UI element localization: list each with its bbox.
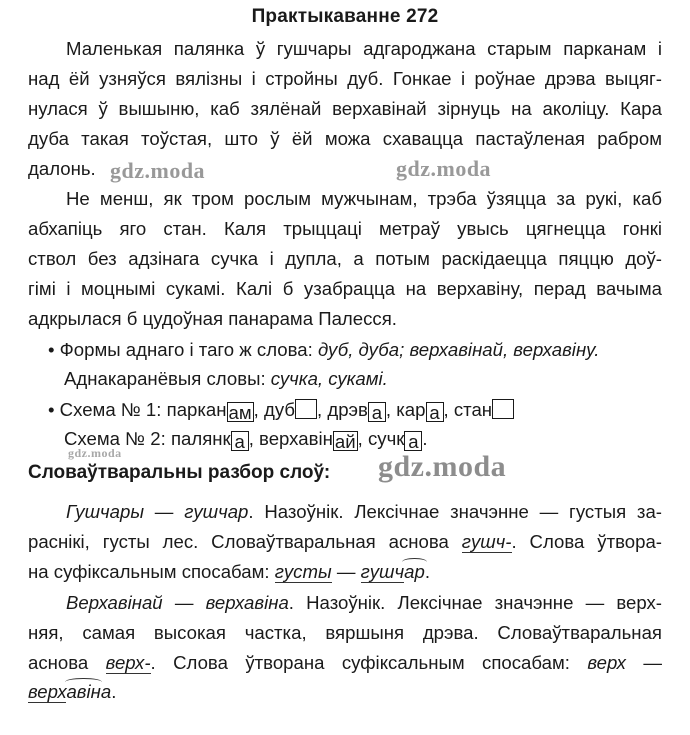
suffix-text: ар — [404, 561, 425, 582]
analysis-text: раснікі, густы лес. Словаўтваральная аснова — [28, 531, 462, 552]
text-line: Не менш, як тром рослым мужчынам, трэба ўзяцца за рукі, каб — [66, 188, 662, 209]
text-line: дуба такая тоўстая, што ў ёй можа схавацца пастаўленая рабром — [28, 128, 662, 149]
derivational-stem: верх- — [105, 652, 151, 673]
scheme-1-label: • Схема № 1: — [48, 399, 162, 420]
text-line: Маленькая палянка ў гушчары адгароджана старым парканам і — [66, 38, 662, 59]
scheme-word: стан — [453, 399, 493, 420]
empty-ending-box — [492, 399, 514, 419]
analysis-text: аснова — [28, 652, 106, 673]
analysis-text: . — [111, 681, 117, 702]
suffix-mark — [402, 558, 427, 566]
forms-label: • Формы аднаго і таго ж слова: — [48, 339, 313, 360]
analyzed-word: Гушчары — [66, 501, 145, 522]
dash: — — [144, 501, 185, 522]
scheme-word: дрэв — [327, 399, 368, 420]
ending-box: а — [426, 402, 444, 422]
exercise-title: Практыкаванне 272 — [251, 6, 439, 27]
analysis-2-line-2: няя, самая высокая частка, вяршыня дрэва. Словаўтваральная — [28, 622, 662, 643]
scheme-word: дуб — [264, 399, 296, 420]
derived-word — [28, 681, 111, 703]
ending-box: а — [368, 402, 386, 422]
analysis-2-line-1 — [66, 591, 662, 615]
analyzed-word: Верхавінай — [66, 592, 163, 613]
watermark: gdz.moda — [68, 446, 122, 460]
forms-line — [48, 338, 599, 362]
ending-box: а — [231, 431, 249, 451]
watermark: gdz.moda — [396, 156, 492, 181]
ending-box: ай — [334, 431, 356, 452]
text-line: ствол без адзінага сучка і дупла, а потым раскідаецца пяццю доў- — [28, 248, 662, 269]
source-word: верх — [587, 652, 626, 673]
derivational-stem: гушч- — [461, 531, 512, 552]
dash: — — [625, 652, 662, 673]
derived-word — [361, 561, 425, 583]
text-line: далонь. — [28, 158, 96, 179]
cognates-label: Аднакаранёвыя словы: — [64, 368, 266, 389]
scheme-word: сучк — [367, 428, 405, 449]
scheme-word: паркан — [166, 399, 227, 420]
analysis-text: . — [424, 561, 430, 582]
text-line: гімі і моцнымі сукамі. Калі б узабрацца на верхавіну, перад вачыма — [28, 278, 662, 299]
cognates-line — [64, 367, 388, 391]
analysis-1-line-1 — [66, 500, 662, 524]
analysis-1-line-2 — [28, 530, 662, 554]
source-word: густы — [274, 561, 332, 582]
analysis-text: . Слова ўтвора- — [511, 531, 662, 552]
ending-box: а — [404, 431, 422, 451]
suffix-text: авін — [66, 681, 101, 702]
analysis-text: . Назоўнік. Лексічнае значэнне — верх- — [288, 592, 662, 613]
analysis-text: на суфіксальным спосабам: — [28, 561, 275, 582]
text-line: абхапіць яго стан. Каля трыццаці метраў увысь цягнецца гонкі — [28, 218, 662, 239]
scheme-word: верхавін — [259, 428, 333, 449]
empty-ending-box — [295, 399, 317, 419]
analysis-text: . Назоўнік. Лексічнае значэнне — густыя за- — [248, 501, 662, 522]
scheme-1: • Схема № 1: паркан ам , дуб , дрэв а , кар а , стан — [48, 398, 514, 422]
text-line: адкрылася б цудоўная панарама Палесся. — [28, 308, 397, 329]
watermark: gdz.moda — [110, 158, 206, 183]
scheme-2-label: Схема № 2: — [64, 428, 166, 449]
scheme-word: палянк — [170, 428, 231, 449]
dash: — — [162, 592, 206, 613]
text-line: нулася ў вышыню, каб зялёнай верхавінай зірнуць на аколіцу. Кара — [28, 98, 662, 119]
analysis-2-line-4 — [28, 680, 116, 704]
base-word: гушчар — [184, 501, 249, 522]
section-heading: Словаўтваральны разбор слоў: — [28, 462, 331, 483]
scheme-2: Схема № 2: палянк а , верхавін ай , сучк а . — [64, 428, 428, 452]
suffix-part — [404, 561, 425, 582]
ending-box: ам — [228, 402, 252, 423]
scheme-word: кар — [396, 399, 426, 420]
analysis-2-line-3 — [28, 651, 662, 675]
root-part: верх — [28, 681, 67, 702]
forms-words: дуб, дуба; верхавінай, верхавіну. — [317, 339, 600, 360]
base-word: верхавіна — [205, 592, 289, 613]
analysis-1-line-3: на суфіксальным спосабам: густы — гушчар . — [28, 560, 430, 584]
suffix-part — [66, 681, 100, 702]
cognates-words: сучка, сукамі. — [270, 368, 388, 389]
analysis-text: . Слова ўтворана суфіксальным спосабам: — [150, 652, 588, 673]
ending-text: а — [100, 681, 112, 702]
watermark: gdz.moda — [378, 450, 507, 483]
text-line: над ёй узняўся вялізны і стройны дуб. Гонкае і роўнае дрэва выцяг- — [28, 68, 662, 89]
root-part: гушч — [360, 561, 405, 582]
suffix-mark — [65, 678, 101, 686]
